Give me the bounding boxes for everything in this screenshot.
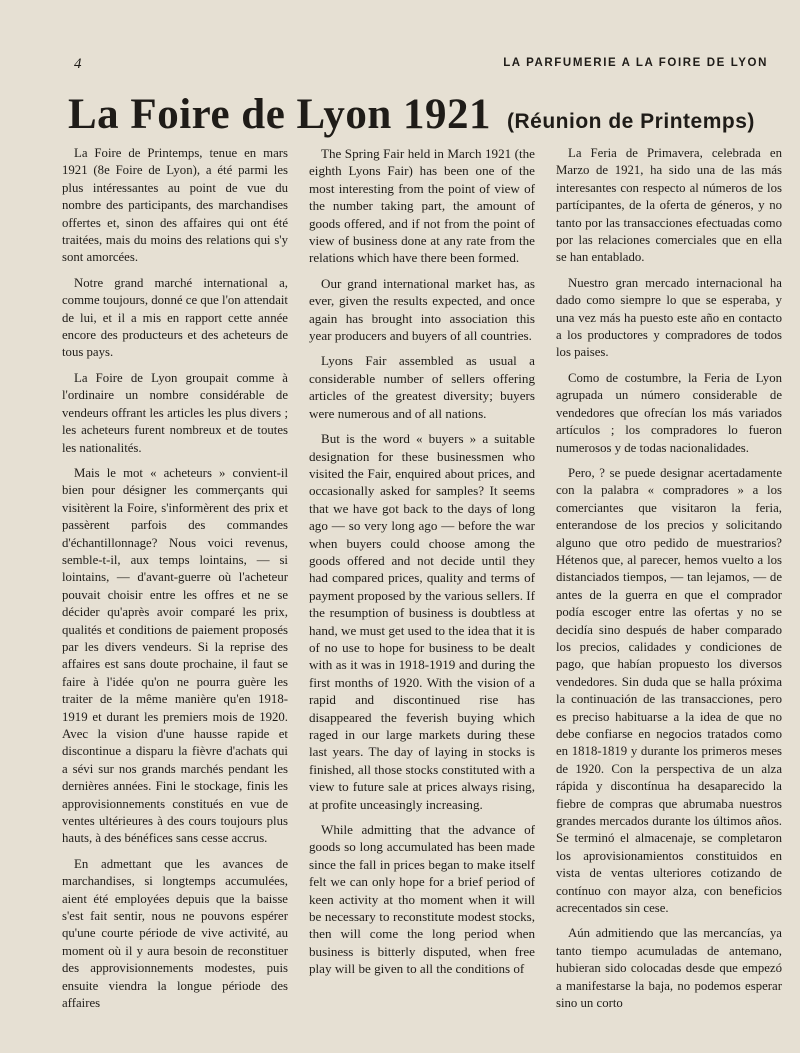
- running-title: LA PARFUMERIE A LA FOIRE DE LYON: [503, 57, 768, 69]
- french-paragraph: La Foire de Printemps, tenue en mars 1921 (8e Foire de Lyon), a été parmi les plus intéressantes au point de vue du nombre des participants, des marchandises offertes et, sinon des affaires qui ont été traitées, mais du moins des relations qui s'y sont amorcées.: [62, 146, 288, 265]
- spanish-paragraph: La Feria de Primavera, celebrada en Marzo de 1921, ha sido una de las más interesantes con respecto al números de los partícipantes, de la oferta de géneros, y no tanto por las transacciones efectuadas como por las relaciones comerciales que en ella se han entablado.: [556, 146, 782, 265]
- spanish-paragraph: Nuestro gran mercado internacional ha dado como siempre lo que se esperaba, y una vez más ha puesto este año en contacto a los productores y compradores de todos los paises.: [556, 275, 782, 360]
- article-columns: [62, 145, 782, 1025]
- french-paragraph: En admettant que les avances de marchandises, si longtemps accumulées, aient été employées depuis que la baisse s'est fait sentir, nous ne pouvons espérer qu'une courte période de vive activité, au moment où il y aura besoin de reconstituer des approvisionnements modestes, puis ensuite viendra la longue période des affaires: [62, 856, 288, 1011]
- french-paragraph: La Foire de Lyon groupait comme à l'ordinaire un nombre considérable de vendeurs offrant les articles les plus divers ; les acheteurs furent nombreux et de toutes les nationalités.: [62, 370, 288, 455]
- article-title-main: La Foire de Lyon 1921: [68, 91, 492, 138]
- french-column: [62, 145, 288, 1025]
- spanish-paragraph: Aún admitiendo que las mercancías, ya tanto tiempo acumuladas de antemano, hubieran sido colocadas desde que empezó a manifestarse la baja, no podemos esperar sino un corto: [556, 926, 782, 1011]
- french-paragraph: Mais le mot « acheteurs » convient-il bien pour désigner les commerçants qui visitèrent la Foire, s'informèrent des prix et passèrent parfois des commandes d'échantillonnage? Nous voici revenus, semble-t-il, aux temps lointains, — si lointains, — d'avant-guerre où l'acheteur pouvait choisir entre les offres et ne se décider qu'après avoir comparé les prix, qualités et conditions de paiement proposés par les divers vendeurs. Si la reprise des affaires est sans doute prochaine, il faut se faire à l'idée qu'on ne pourra guère les traiter de la même manière qu'en 1918-1919 et durant les premiers mois de 1920. Avec la vision d'une hausse rapide et discontinue a disparu la fièvre d'achats qui a sévi sur nos grands marchés pendant les dernières années. Fini le stockage, finis les approvisionnements constitués en vue de ventes ultérieures à des cours toujours plus hauts, à des bénéfices sans cesse accrus.: [62, 465, 288, 846]
- english-paragraph: While admitting that the advance of goods so long accumulated has been made since the fall in prices began to make itself felt we can only hope for a brief period of keen activity at tho moment when it will be necessary to reconstitute modest stocks, then will come the long period when business is bitterly disputed, when free play will be given to all the conditions of: [309, 822, 535, 977]
- spanish-column: [556, 145, 782, 1025]
- spanish-paragraph: Pero, ? se puede designar acertadamente con la palabra « compradores » a los comerciantes que visitaron la feria, enterandose de los precios y solicitando alguno que otro pedido de muestrarios? Hétenos que, al parecer, hemos vuelto a los distanciados tiempos, — tan lejamos, — de antes de la guerra en que el comprador podía escoger entre las ofertas y no se decidía sino después de haber comparado los precios, calidades y condiciones de pago, que habían propuesto los diversos vendedores. Sin duda que se halla próxima la continuación de las transacciones, pero es preciso habituarse a la idea de que no debe confiarse en negocios tratados como en 1818-1819 y durante los primeros meses de 1920. Con la perspectiva de un alza rápida y discontínua ha desaparecido la fiebre de compras que abrumaba nuestros grandes mercados durante los últimos años. Se terminó el almacenaje, se completaron los aprovisionamientos constituidos en vista de ventas ulteriores cotizando de contínuo con mayor alza, con beneficios acrecentados sin cese.: [556, 465, 782, 916]
- english-paragraph: But is the word « buyers » a suitable designation for these businessmen who visited the Fair, enquired about prices, and occasionally asked for samples? It seems that we have got back to the days of long ago — so very long ago — before the war when buyers could choose among the goods offered and not decide until they had compared prices, quality and terms of payment proposed by the various sellers. If the resumption of business is doubtless at hand, we must get used to the idea that it is of no use to hope for business to be dealt with as it was in 1918-1919 and during the first months of 1920. With the vision of a rapid and discontinued rise has disappeared the feverish buying which raged in our large markets during these last years. The day of laying in stocks is finished, all those stocks constituted with a view to future sale at prices always rising, at profite unceasingly increasing.: [309, 431, 535, 812]
- french-paragraph: Notre grand marché international a, comme toujours, donné ce que l'on attendait de lui, et il a mis en rapport cette année encore des producteurs et des acheteurs de tous pays.: [62, 275, 288, 360]
- article-title: [68, 90, 788, 139]
- english-paragraph: The Spring Fair held in March 1921 (the eighth Lyons Fair) has been one of the most interesting from the point of view of the number taking part, the amount of goods offered, and if not from the point of view of business done at any rate from the relations which have there been formed.: [309, 146, 535, 266]
- article-subtitle: (Réunion de Printemps): [507, 110, 755, 133]
- english-paragraph: Our grand international market has, as ever, given the results expected, and once again has brought into association this year producers and buyers of all countries.: [309, 275, 535, 344]
- english-column: [309, 145, 535, 1025]
- spanish-paragraph: Como de costumbre, la Feria de Lyon agrupada un número considerable de vendedores que ofrecían los más variados artículos ; los compradores lo fueron numerosos y de todas nacionalidades.: [556, 370, 782, 455]
- page-number: 4: [74, 56, 82, 72]
- english-paragraph: Lyons Fair assembled as usual a considerable number of sellers offering articles of the greatest diversity; buyers were numerous and of all nations.: [309, 353, 535, 421]
